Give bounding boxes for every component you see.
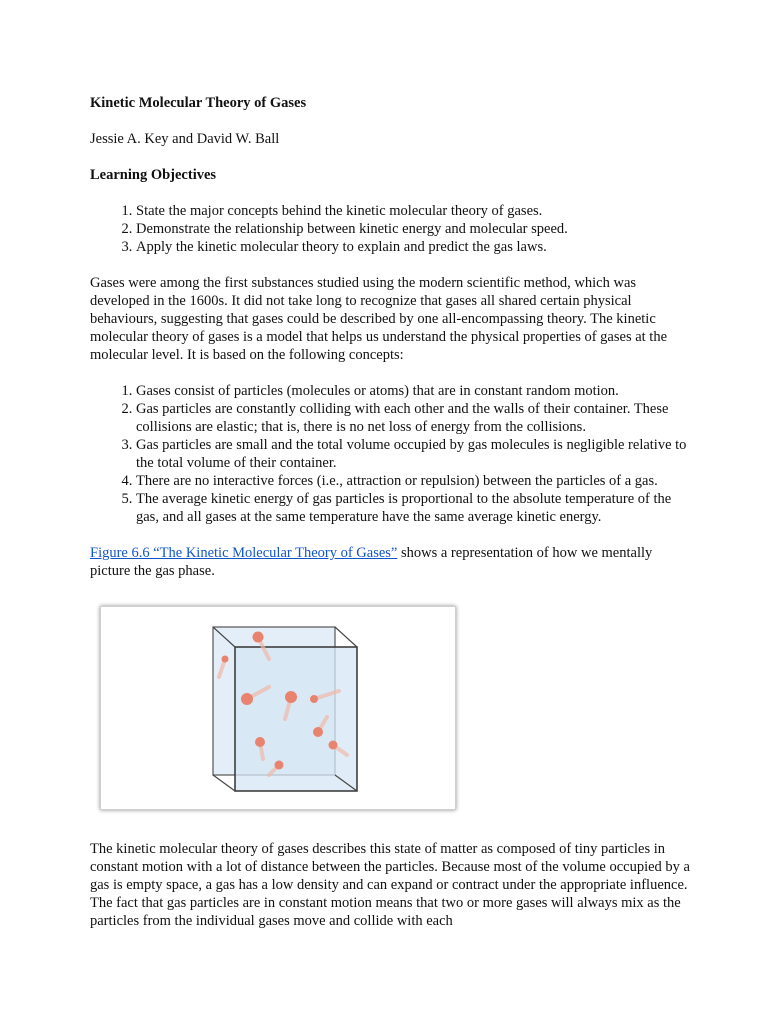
figure-reference-paragraph (90, 544, 690, 580)
objectives-heading: Learning Objectives (90, 167, 217, 183)
concept-item: 1. Gases consist of particles (molecules or atoms) that are in constant random motion. (136, 382, 690, 400)
concepts-list (90, 382, 690, 526)
figure-reference-text: shows a representation of how we mentally picture the gas phase. (90, 545, 653, 579)
concept-item: 4. There are no interactive forces (i.e., attraction or repulsion) between the particles of a gas. (136, 472, 690, 490)
objective-item: 1. State the major concepts behind the kinetic molecular theory of gases. (136, 202, 690, 220)
document-title: Kinetic Molecular Theory of Gases (90, 95, 307, 111)
concept-item: 3. Gas particles are small and the total volume occupied by gas molecules is negligible relative to the total volume of their container. (136, 436, 690, 472)
objectives-list (90, 202, 690, 256)
box-front-face (235, 647, 357, 791)
intro-paragraph: Gases were among the first substances studied using the modern scientific method, which was developed in the 1600s. It did not take long to recognize that gases all shared certain physical behaviours, suggesting that gases could be described by one all-encompassing theory. The kinetic molecular theory of gases is a model that helps us understand the physical properties of gases at the molecular level. It is based on the following concepts: (90, 275, 668, 363)
figure-reference-link[interactable]: Figure 6.6 “The Kinetic Molecular Theory of Gases” (90, 545, 398, 561)
document-body (90, 94, 690, 930)
concept-item: 2. Gas particles are constantly colliding with each other and the walls of their container. These collisions are elastic; that is, there is no net loss of energy from the collisions. (136, 400, 690, 436)
closing-paragraph: The kinetic molecular theory of gases describes this state of matter as composed of tiny particles in constant motion with a lot of distance between the particles. Because most of the volume occupied by a gas is empty space, a gas has a low density and can expand or contract under the appropriate influence. The fact that gas particles are in constant motion means that two or more gases will always mix as the particles from the individual gases move and collide with each (90, 841, 690, 929)
authors-line: Jessie A. Key and David W. Ball (90, 131, 280, 147)
gas-box-illustration (101, 607, 455, 809)
objective-item: 2. Demonstrate the relationship between kinetic energy and molecular speed. (136, 220, 690, 238)
concept-item: 5. The average kinetic energy of gas particles is proportional to the absolute temperature of the gas, and all gases at the same temperature have the same average kinetic energy. (136, 490, 690, 526)
objective-item: 3. Apply the kinetic molecular theory to explain and predict the gas laws. (136, 238, 690, 256)
gas-particles-figure (100, 606, 456, 810)
